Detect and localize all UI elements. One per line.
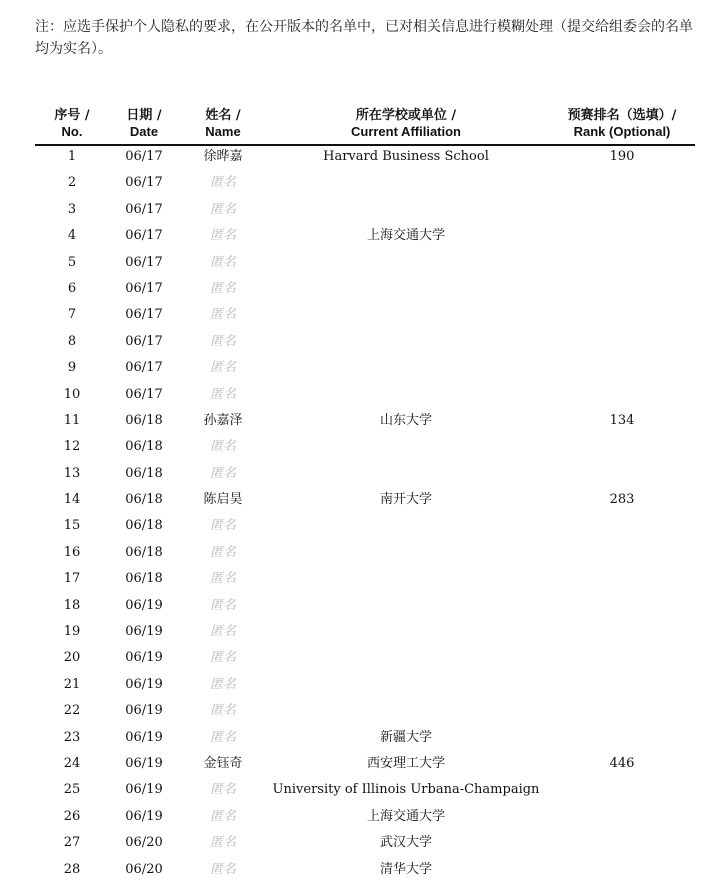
- header-name-zh: 姓名 /: [205, 108, 241, 123]
- row-rank: [549, 225, 695, 251]
- header-rank-zh: 预赛排名（选填）/: [567, 108, 677, 123]
- table-row: [0, 779, 726, 805]
- row-no: 5: [67, 254, 77, 270]
- row-rank: [549, 806, 695, 832]
- row-no: 11: [63, 412, 81, 428]
- row-rank: [549, 595, 695, 621]
- row-affiliation: [270, 172, 542, 198]
- header-affiliation-zh: 所在学校或单位 /: [355, 108, 457, 123]
- row-name: 匿名: [209, 624, 236, 640]
- table-body: [0, 146, 726, 885]
- row-rank: [549, 515, 695, 541]
- row-rank: [549, 304, 695, 330]
- table-row: [0, 172, 726, 198]
- row-rank: [549, 727, 695, 753]
- header-affiliation: [300, 108, 512, 140]
- table-row: [0, 199, 726, 225]
- row-affiliation: [270, 331, 542, 357]
- row-affiliation: Harvard Business School: [323, 149, 489, 164]
- row-rank: [549, 568, 695, 594]
- row-affiliation: University of Illinois Urbana-Champaign: [272, 782, 540, 798]
- row-affiliation: 上海交通大学: [366, 808, 445, 824]
- row-affiliation: [270, 199, 542, 225]
- row-rank: [549, 172, 695, 198]
- table-row: [0, 753, 726, 779]
- row-no: 17: [63, 571, 81, 587]
- table-row: [0, 225, 726, 251]
- row-name: 匿名: [209, 703, 236, 719]
- row-name: 匿名: [209, 782, 236, 798]
- row-rank: [549, 832, 695, 858]
- row-date: 06/18: [125, 439, 163, 455]
- row-rank: 446: [609, 755, 635, 771]
- row-no: 9: [67, 360, 77, 376]
- row-no: 2: [67, 175, 77, 191]
- row-name: 匿名: [209, 360, 236, 376]
- row-date: 06/19: [125, 729, 163, 745]
- row-affiliation: [270, 278, 542, 304]
- row-name: 匿名: [209, 808, 236, 824]
- row-date: 06/17: [125, 333, 163, 349]
- row-no: 21: [63, 676, 81, 692]
- table-row: [0, 384, 726, 410]
- row-date: 06/19: [125, 650, 163, 666]
- row-affiliation: 新疆大学: [379, 729, 432, 745]
- row-date: 06/17: [125, 254, 163, 270]
- table-row: [0, 832, 726, 858]
- header-rank: [549, 108, 695, 140]
- row-name: 匿名: [209, 228, 236, 244]
- row-date: 06/20: [125, 835, 163, 851]
- row-no: 14: [63, 492, 81, 508]
- row-no: 25: [63, 782, 81, 798]
- table-row: [0, 436, 726, 462]
- row-no: 19: [63, 624, 81, 640]
- row-date: 06/17: [125, 201, 163, 217]
- header-date-zh: 日期 /: [126, 108, 162, 123]
- row-no: 4: [67, 228, 77, 244]
- header-date: [113, 108, 175, 140]
- row-rank: [549, 331, 695, 357]
- row-date: 06/19: [125, 624, 163, 640]
- row-name: 匿名: [209, 439, 236, 455]
- row-affiliation: [270, 700, 542, 726]
- row-affiliation: [270, 252, 542, 278]
- header-rank-en: Rank (Optional): [573, 124, 671, 139]
- row-name: 匿名: [209, 650, 236, 666]
- table-row: [0, 304, 726, 330]
- row-name: 匿名: [209, 676, 236, 692]
- row-affiliation: 清华大学: [379, 861, 432, 877]
- row-name: 匿名: [209, 333, 236, 349]
- row-date: 06/19: [125, 782, 163, 798]
- table-row: [0, 146, 726, 172]
- row-affiliation: [270, 674, 542, 700]
- table-row: [0, 489, 726, 515]
- row-name: 匿名: [209, 571, 236, 587]
- row-affiliation: [270, 515, 542, 541]
- row-name: 匿名: [209, 729, 236, 745]
- table-row: [0, 252, 726, 278]
- row-no: 10: [63, 386, 81, 402]
- row-rank: 283: [609, 492, 635, 508]
- header-date-en: Date: [129, 124, 159, 139]
- row-date: 06/19: [125, 676, 163, 692]
- row-name: 匿名: [209, 544, 236, 560]
- row-rank: 134: [609, 412, 635, 428]
- row-date: 06/17: [125, 360, 163, 376]
- row-name: 金钰奇: [203, 755, 243, 771]
- row-rank: 190: [609, 149, 635, 164]
- table-row: [0, 859, 726, 885]
- row-name: 匿名: [209, 465, 236, 481]
- table-row: [0, 515, 726, 541]
- row-name: 匿名: [209, 175, 236, 191]
- table-row: [0, 621, 726, 647]
- row-affiliation: 山东大学: [379, 412, 432, 428]
- row-date: 06/20: [125, 861, 163, 877]
- table-row: [0, 568, 726, 594]
- row-name: 陈启昊: [203, 492, 243, 508]
- header-no: [42, 108, 102, 140]
- row-no: 16: [63, 544, 81, 560]
- row-date: 06/19: [125, 597, 163, 613]
- row-date: 06/19: [125, 703, 163, 719]
- row-name: 匿名: [209, 201, 236, 217]
- row-no: 12: [63, 439, 81, 455]
- row-no: 8: [67, 333, 77, 349]
- table-row: [0, 674, 726, 700]
- row-rank: [549, 436, 695, 462]
- row-no: 23: [63, 729, 81, 745]
- header-affiliation-en: Current Affiliation: [350, 124, 461, 139]
- row-rank: [549, 859, 695, 885]
- table-row: [0, 542, 726, 568]
- row-date: 06/17: [125, 149, 163, 164]
- row-affiliation: [270, 304, 542, 330]
- header-name-en: Name: [205, 124, 241, 139]
- table-row: [0, 278, 726, 304]
- row-affiliation: [270, 357, 542, 383]
- row-rank: [549, 647, 695, 673]
- row-no: 20: [63, 650, 81, 666]
- row-name: 匿名: [209, 861, 236, 877]
- row-affiliation: 南开大学: [379, 492, 432, 508]
- row-name: 匿名: [209, 254, 236, 270]
- header-name: [193, 108, 253, 140]
- row-date: 06/18: [125, 412, 163, 428]
- row-name: 匿名: [209, 597, 236, 613]
- row-date: 06/18: [125, 518, 163, 534]
- row-rank: [549, 463, 695, 489]
- row-affiliation: [270, 542, 542, 568]
- table-row: [0, 700, 726, 726]
- row-rank: [549, 779, 695, 805]
- row-affiliation: [270, 568, 542, 594]
- row-no: 27: [63, 835, 81, 851]
- row-name: 匿名: [209, 518, 236, 534]
- row-name: 匿名: [209, 835, 236, 851]
- table-row: [0, 647, 726, 673]
- header-no-zh: 序号 /: [54, 108, 90, 123]
- row-rank: [549, 621, 695, 647]
- row-date: 06/18: [125, 544, 163, 560]
- row-date: 06/18: [125, 465, 163, 481]
- row-no: 26: [63, 808, 81, 824]
- row-date: 06/19: [125, 755, 163, 771]
- row-no: 22: [63, 703, 81, 719]
- row-rank: [549, 542, 695, 568]
- row-no: 28: [63, 861, 81, 877]
- row-affiliation: [270, 436, 542, 462]
- table-row: [0, 806, 726, 832]
- row-rank: [549, 199, 695, 225]
- row-no: 18: [63, 597, 81, 613]
- row-no: 24: [63, 755, 81, 771]
- row-name: 徐晔嘉: [203, 149, 243, 164]
- row-date: 06/17: [125, 280, 163, 296]
- row-date: 06/17: [125, 307, 163, 323]
- table-row: [0, 410, 726, 436]
- row-no: 1: [67, 149, 77, 164]
- row-rank: [549, 700, 695, 726]
- row-date: 06/18: [125, 492, 163, 508]
- row-affiliation: [270, 463, 542, 489]
- row-name: 孙嘉泽: [203, 412, 243, 428]
- row-name: 匿名: [209, 280, 236, 296]
- row-date: 06/18: [125, 571, 163, 587]
- row-date: 06/17: [125, 175, 163, 191]
- row-no: 13: [63, 465, 81, 481]
- row-affiliation: 武汉大学: [379, 835, 432, 851]
- table-row: [0, 595, 726, 621]
- row-rank: [549, 357, 695, 383]
- table-row: [0, 463, 726, 489]
- row-no: 3: [67, 201, 77, 217]
- header-no-en: No.: [61, 124, 83, 139]
- table-row: [0, 331, 726, 357]
- row-rank: [549, 278, 695, 304]
- row-no: 7: [67, 307, 77, 323]
- row-name: 匿名: [209, 307, 236, 323]
- row-date: 06/17: [125, 228, 163, 244]
- row-date: 06/19: [125, 808, 163, 824]
- privacy-note: 注：应选手保护个人隐私的要求，在公开版本的名单中，已对相关信息进行模糊处理（提交给组委会的名单均为实名）。: [35, 19, 693, 57]
- table-row: [0, 357, 726, 383]
- row-date: 06/17: [125, 386, 163, 402]
- row-rank: [549, 252, 695, 278]
- table-row: [0, 727, 726, 753]
- row-affiliation: [270, 384, 542, 410]
- row-no: 6: [67, 280, 77, 296]
- row-rank: [549, 674, 695, 700]
- row-affiliation: [270, 595, 542, 621]
- row-rank: [549, 384, 695, 410]
- row-affiliation: [270, 621, 542, 647]
- row-affiliation: 上海交通大学: [366, 228, 445, 244]
- row-affiliation: 西安理工大学: [366, 755, 445, 771]
- row-no: 15: [63, 518, 81, 534]
- table-header: [0, 108, 726, 144]
- row-affiliation: [270, 647, 542, 673]
- row-name: 匿名: [209, 386, 236, 402]
